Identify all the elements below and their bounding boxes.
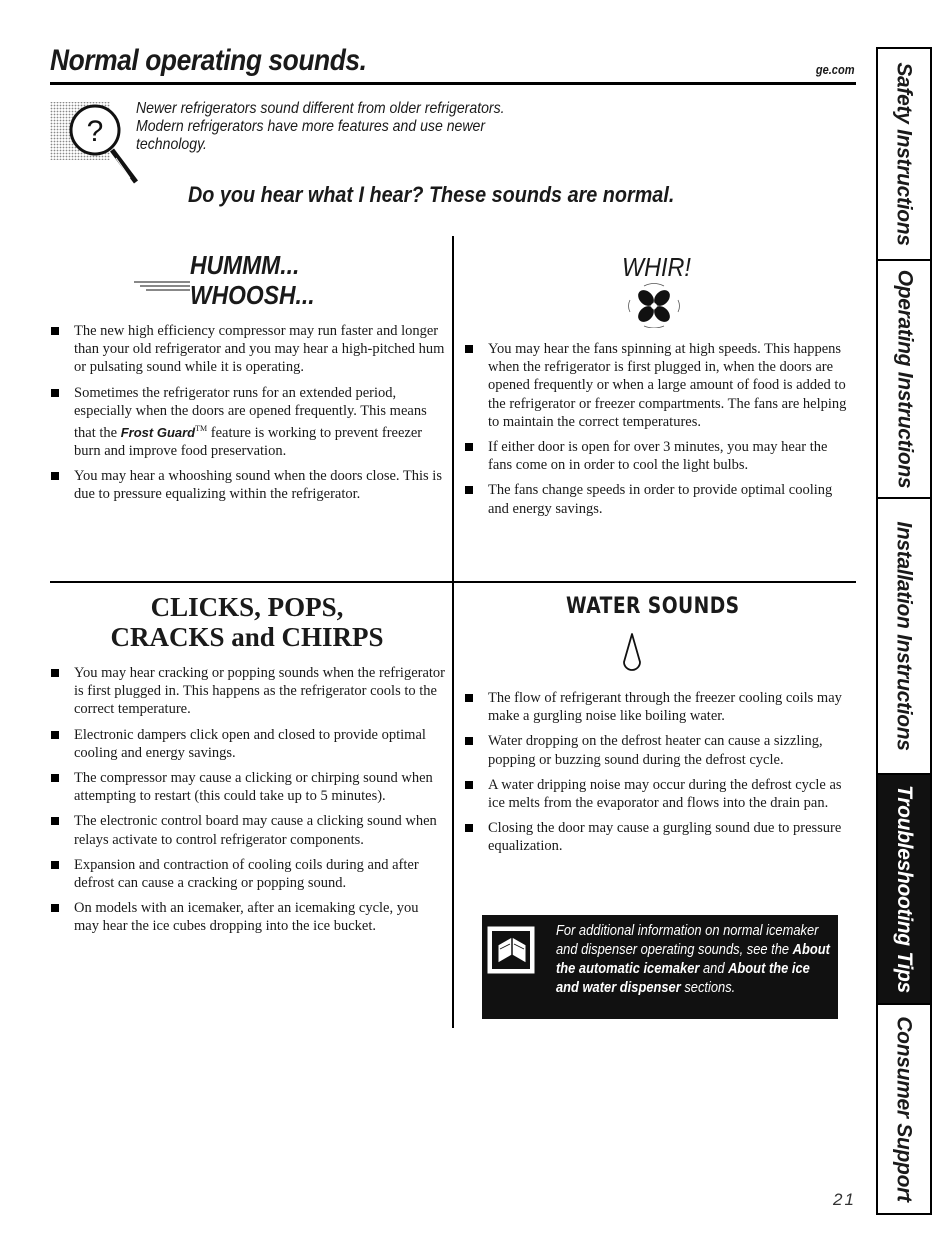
clicks-heading-line: CRACKS and CHIRPS xyxy=(110,622,384,652)
tab-label: Operating Instructions xyxy=(893,269,916,489)
list-item xyxy=(50,384,448,461)
clicks-heading xyxy=(72,592,422,652)
icemaker-section-link[interactable]: About the automatic icemaker xyxy=(556,941,830,977)
list-item xyxy=(464,340,854,431)
list-item-text: The new high efficiency compressor may run faster and longer than your old refrigerator and you may hear a high-pitched hum or pulsating sound while it is operating. xyxy=(74,323,445,376)
list-item-text: You may hear the fans spinning at high speeds. This happens when the refrigerator is first plugged in, when the doors are opened frequently or when a large amount of food is added to the refrigerator or freezer compartments. The fans are helping to maintain the correct temperatures. xyxy=(488,341,847,430)
list-item-text: Water dropping on the defrost heater can cause a sizzling, popping or buzzing sound during the defrost cycle. xyxy=(488,733,823,768)
bullet-icon xyxy=(465,824,473,832)
whir-list xyxy=(464,340,854,525)
list-item-text: Closing the door may cause a gurgling sound due to pressure equalization. xyxy=(488,820,842,855)
list-item xyxy=(50,322,448,377)
bullet-icon xyxy=(51,472,59,480)
clicks-list xyxy=(50,664,445,943)
list-item xyxy=(50,899,445,935)
tab-safety-instructions[interactable] xyxy=(878,49,930,261)
list-item xyxy=(50,664,445,719)
whir-heading: WHIR! xyxy=(622,252,691,282)
info-callout xyxy=(482,915,838,1019)
list-item-text: The electronic control board may cause a clicking sound when relays activate to control refrigerator components. xyxy=(74,813,437,848)
section-tabs xyxy=(876,47,932,1215)
dispenser-section-link[interactable]: About the ice and water dispenser xyxy=(556,960,810,996)
list-item xyxy=(464,732,854,768)
page-title: Normal operating sounds. xyxy=(50,44,367,77)
book-icon xyxy=(486,923,540,981)
list-item-text: You may hear cracking or popping sounds when the refrigerator is first plugged in. This happens as the refrigerator cools to the correct temperature. xyxy=(74,665,445,718)
bullet-icon xyxy=(465,443,473,451)
bullet-icon xyxy=(51,861,59,869)
fan-icon xyxy=(626,282,682,328)
intro-text xyxy=(136,100,523,154)
bullet-icon xyxy=(51,774,59,782)
list-item xyxy=(464,438,854,474)
list-item-text: feature is working to prevent freezer burn and improve food preservation. xyxy=(74,424,423,460)
water-drop-icon xyxy=(620,632,644,676)
intro-line: technology. xyxy=(136,136,207,153)
hummm-heading-line: HUMMM... xyxy=(190,250,300,280)
bullet-icon xyxy=(465,737,473,745)
tab-label: Troubleshooting Tips xyxy=(893,785,917,993)
tab-installation-instructions[interactable] xyxy=(878,499,930,775)
intro-line: Newer refrigerators sound different from older refrigerators. xyxy=(136,100,505,117)
list-item xyxy=(50,726,445,762)
site-link[interactable]: ge.com xyxy=(816,62,855,77)
bullet-icon xyxy=(465,486,473,494)
list-item-text: The flow of refrigerant through the freezer cooling coils may make a gurgling noise like boiling water. xyxy=(488,690,842,725)
callout-text: sections. xyxy=(684,979,736,996)
list-item-text: The compressor may cause a clicking or chirping sound when attempting to restart (this could take up to 5 minutes). xyxy=(74,770,433,805)
whoosh-heading-line: WHOOSH... xyxy=(190,280,315,310)
column-divider-top xyxy=(452,236,454,582)
tab-label: Safety Instructions xyxy=(893,62,916,246)
list-item xyxy=(50,812,445,848)
title-rule xyxy=(50,82,856,85)
list-item-text: On models with an icemaker, after an icemaking cycle, you may hear the ice cubes dropping into the ice bucket. xyxy=(74,900,419,935)
subheading: Do you hear what I hear? These sounds are normal. xyxy=(188,182,675,207)
tab-troubleshooting-tips[interactable] xyxy=(878,775,930,1005)
intro-line: Modern refrigerators have more features and use newer xyxy=(136,118,486,135)
tab-operating-instructions[interactable] xyxy=(878,261,930,499)
svg-text:?: ? xyxy=(86,115,104,148)
bullet-icon xyxy=(51,817,59,825)
question-magnifier-icon xyxy=(50,98,146,188)
list-item xyxy=(464,689,854,725)
tab-consumer-support[interactable] xyxy=(878,1005,930,1213)
callout-text: and xyxy=(702,960,725,977)
bullet-icon xyxy=(465,781,473,789)
tab-label: Consumer Support xyxy=(893,1016,916,1202)
motion-lines-icon xyxy=(132,278,192,294)
list-item-text: If either door is open for over 3 minutes, you may hear the fans come on in order to cool the light bulbs. xyxy=(488,439,828,474)
list-item xyxy=(464,819,854,855)
bullet-icon xyxy=(51,669,59,677)
list-item xyxy=(50,467,448,503)
list-item-text: Electronic dampers click open and closed to provide optimal cooling and energy savings. xyxy=(74,726,426,761)
hummm-heading xyxy=(190,250,315,310)
list-item xyxy=(50,856,445,892)
page-number: 21 xyxy=(833,1190,856,1209)
list-item xyxy=(464,776,854,812)
callout-text: For additional information on normal icemaker and dispenser operating sounds, see the xyxy=(556,922,819,958)
list-item xyxy=(50,769,445,805)
water-heading: WATER SOUNDS xyxy=(566,594,740,619)
bullet-icon xyxy=(51,904,59,912)
hummm-list xyxy=(50,322,448,511)
list-item-text: A water dripping noise may occur during the defrost cycle as ice melts from the evaporator and flows into the drain pan. xyxy=(488,776,842,812)
list-item-text: The fans change speeds in order to provide optimal cooling and energy savings. xyxy=(488,482,833,517)
bullet-icon xyxy=(465,694,473,702)
list-item-text: You may hear a whooshing sound when the doors close. This is due to pressure equalizing within the refrigerator. xyxy=(74,468,442,503)
column-divider-bottom xyxy=(452,583,454,1028)
list-item-text: Sometimes the refrigerator runs for an extended period, especially when the doors are opened frequently. This means that the xyxy=(74,384,427,441)
frost-guard-term: Frost Guard xyxy=(120,424,196,440)
tab-label: Installation Instructions xyxy=(893,521,917,751)
list-item xyxy=(464,481,854,517)
bullet-icon xyxy=(465,345,473,353)
bullet-icon xyxy=(51,327,59,335)
bullet-icon xyxy=(51,731,59,739)
list-item-text: Expansion and contraction of cooling coils during and after defrost can cause a cracking or popping sound. xyxy=(74,856,419,892)
bullet-icon xyxy=(51,389,59,397)
info-callout-text xyxy=(556,921,831,997)
trademark-mark: TM xyxy=(195,424,208,434)
water-list xyxy=(464,689,854,863)
clicks-heading-line: CLICKS, POPS, xyxy=(150,592,344,622)
